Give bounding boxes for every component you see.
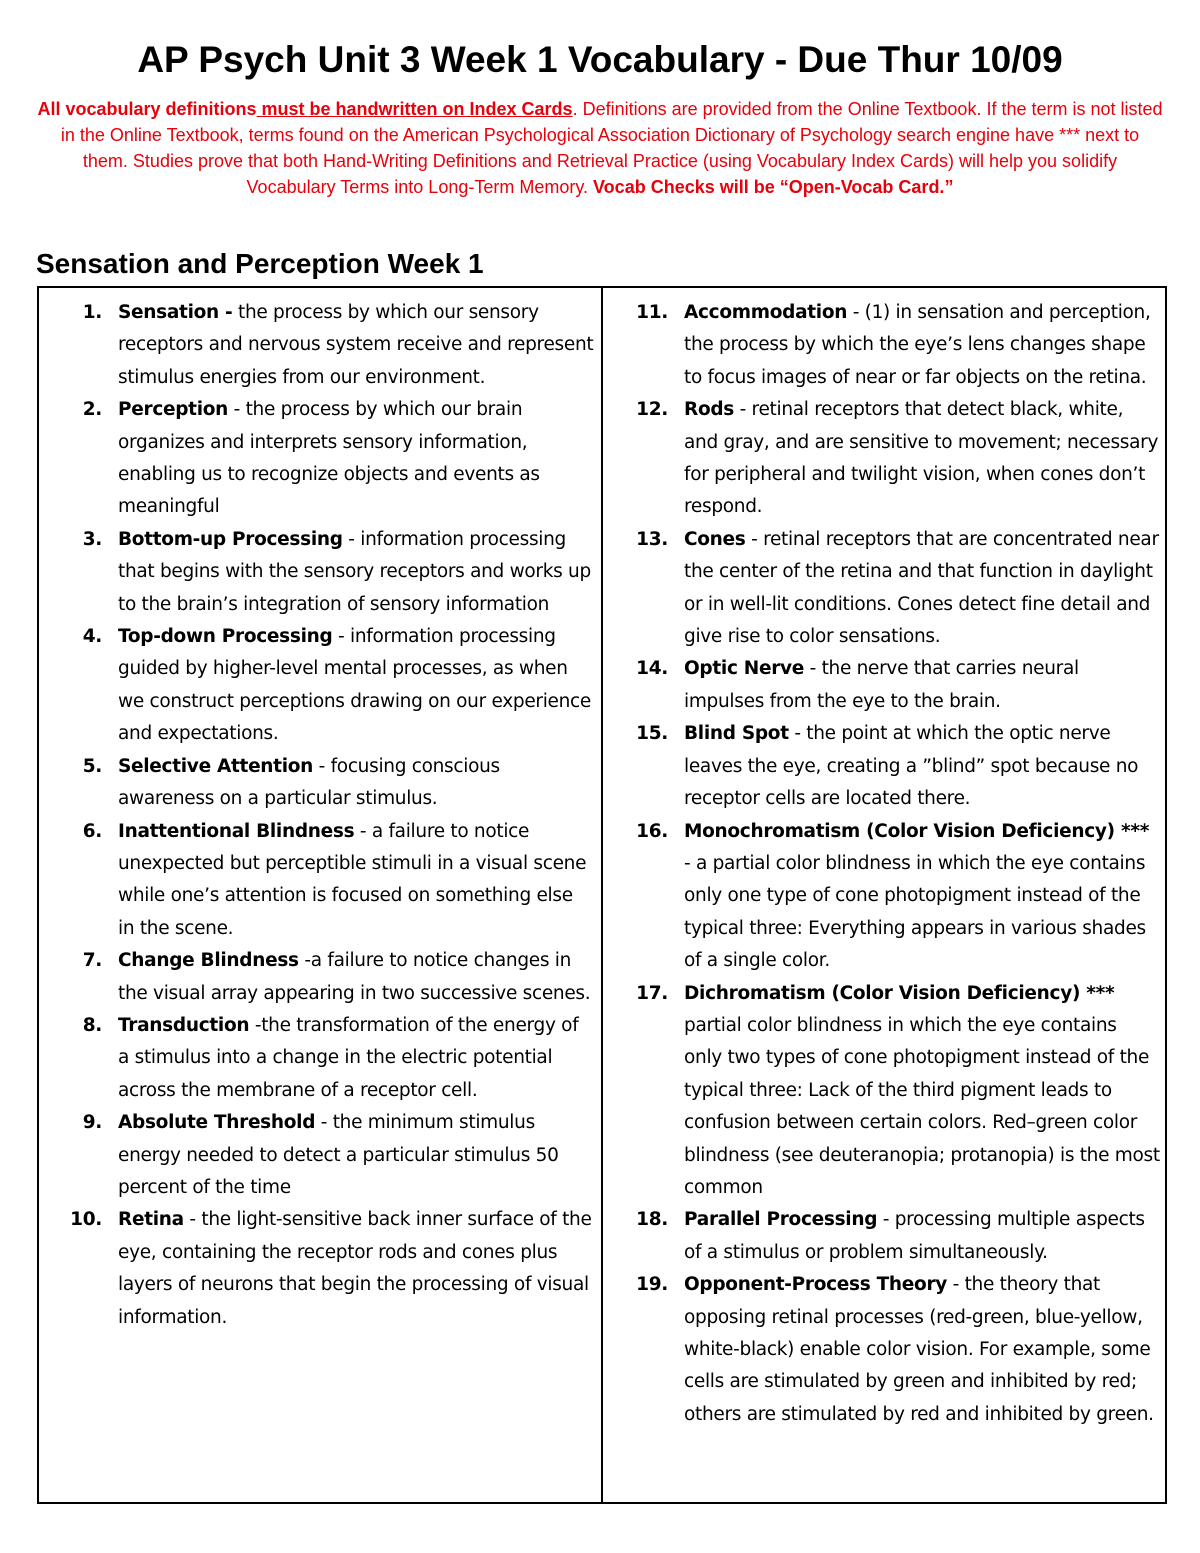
vocab-term: Blind Spot (684, 723, 789, 745)
vocab-term: Monochromatism (Color Vision Deficiency) *** (684, 820, 1150, 842)
notice-vocab-checks: Vocab Checks will be “Open-Vocab Card.” (593, 177, 954, 197)
vocab-item (62, 297, 594, 394)
vocab-item (628, 1204, 1160, 1269)
vocab-number: 3. (82, 528, 102, 550)
vocab-definition: - a failure to notice unexpected but perceptible stimuli in a visual scene while one’s attention is focused on something else in the scene. (118, 820, 587, 939)
vocab-list-left (62, 297, 594, 1334)
vocab-list-right (628, 297, 1160, 1431)
vocab-item (62, 394, 594, 524)
vocab-definition: - the light-sensitive back inner surface of the eye, containing the receptor rods and cones plus layers of neurons that begin the processing of visual information. (118, 1209, 592, 1328)
vocab-definition: - the nerve that carries neural impulses from the eye to the brain. (684, 658, 1079, 712)
vocab-item (628, 978, 1160, 1205)
vocab-item (62, 751, 594, 816)
vocab-definition: -a failure to notice changes in the visual array appearing in two successive scenes. (118, 950, 591, 1004)
vocab-number: 7. (82, 950, 102, 972)
vocab-number: 5. (82, 755, 102, 777)
vocab-definition: the process by which our sensory receptors and nervous system receive and represent stimulus energies from our environment. (118, 302, 594, 388)
vocab-number: 18. (636, 1209, 668, 1231)
vocab-term: Sensation - (118, 302, 233, 323)
vocab-term: Selective Attention (118, 755, 314, 777)
instructions-notice (36, 96, 1164, 200)
vocab-number: 10. (70, 1209, 102, 1231)
vocab-definition: partial color blindness in which the eye contains only two types of cone photopigment instead of the typical three: Lack of the third pigment leads to confusion between certain colors. Red–green color blindness (see deuteranopia; protanopia) is the most common (684, 1014, 1160, 1198)
vocab-number: 4. (82, 626, 102, 648)
vocab-definition: -the transformation of the energy of a stimulus into a change in the electric potential across the membrane of a receptor cell. (118, 1014, 579, 1101)
vocab-number: 8. (82, 1014, 102, 1036)
vocab-term: Perception (118, 399, 229, 421)
vocab-item (62, 1010, 594, 1107)
vocab-item (628, 524, 1160, 654)
vocab-item (62, 1107, 594, 1204)
vocab-item (62, 524, 594, 621)
vocab-number: 19. (636, 1274, 668, 1296)
notice-handwritten-requirement: must be handwritten on Index Cards (256, 99, 573, 119)
vocab-term: Bottom-up Processing (118, 528, 343, 550)
vocab-number: 12. (636, 399, 668, 421)
vocab-term: Retina (118, 1209, 184, 1231)
vocab-item (628, 653, 1160, 718)
left-column (62, 297, 594, 1334)
vocab-definition: - information processing guided by higher-level mental processes, as when we construct perceptions drawing on our experience and expectations. (118, 626, 592, 745)
page-title: AP Psych Unit 3 Week 1 Vocabulary - Due Thur 10/09 (137, 39, 1063, 80)
vocab-number: 16. (636, 820, 668, 842)
vocab-term: Optic Nerve (684, 658, 805, 680)
vocab-number: 9. (82, 1112, 102, 1134)
vocab-number: 1. (82, 302, 102, 323)
vocab-number: 15. (636, 723, 668, 745)
vocab-definition: - the process by which our brain organizes and interprets sensory information, enabling us to recognize objects and events as meaningful (118, 399, 540, 518)
vocab-definition: - the theory that opposing retinal processes (red-green, blue-yellow, white-black) enable color vision. For example, some cells are stimulated by green and inhibited by red; others are stimulated by red and inhibited by green. (684, 1274, 1154, 1425)
vocab-item (62, 621, 594, 751)
vocab-definition: - a partial color blindness in which the eye contains only one type of cone photopigment instead of the typical three: Everything appears in various shades of a single color. (684, 852, 1146, 972)
notice-lead: All vocabulary definitions (37, 99, 257, 119)
vocab-term: Rods (684, 399, 735, 421)
vocab-term: Transduction (118, 1014, 250, 1036)
vocab-definition: - the point at which the optic nerve leaves the eye, creating a ”blind” spot because no receptor cells are located there. (684, 723, 1139, 810)
section-title: Sensation and Perception Week 1 (36, 248, 484, 279)
vocab-term: Parallel Processing (684, 1209, 878, 1231)
right-column (628, 297, 1160, 1431)
vocab-term: Accommodation (684, 302, 848, 323)
vocab-item (628, 718, 1160, 815)
vocab-number: 2. (82, 399, 102, 421)
vocab-definition: - the minimum stimulus energy needed to detect a particular stimulus 50 percent of the time (118, 1112, 559, 1198)
vocab-number: 13. (636, 528, 668, 550)
vocab-item (628, 816, 1160, 978)
vocab-term: Absolute Threshold (118, 1112, 316, 1134)
vocab-term: Dichromatism (Color Vision Deficiency) *** (684, 982, 1115, 1004)
vocab-definition: - (1) in sensation and perception, the process by which the eye’s lens changes shape to focus images of near or far objects on the retina. (684, 302, 1151, 388)
vocab-definition: - retinal receptors that are concentrated near the center of the retina and that function in daylight or in well-lit conditions. Cones detect fine detail and give rise to color sensations. (684, 528, 1159, 648)
vocab-item (62, 816, 594, 946)
vocab-item (62, 945, 594, 1010)
vocab-term: Inattentional Blindness (118, 820, 355, 842)
vocab-number: 17. (636, 982, 668, 1004)
vocab-definition: - processing multiple aspects of a stimulus or problem simultaneously. (684, 1209, 1145, 1263)
column-divider (601, 286, 603, 1504)
vocab-item (62, 1204, 594, 1334)
vocab-term: Cones (684, 528, 746, 550)
vocab-number: 14. (636, 658, 668, 680)
vocab-term: Change Blindness (118, 950, 299, 972)
vocab-definition: - information processing that begins with the sensory receptors and works up to the brain’s integration of sensory information (118, 528, 591, 615)
vocab-item (628, 1269, 1160, 1431)
vocab-item (628, 394, 1160, 524)
vocab-definition: - focusing conscious awareness on a particular stimulus. (118, 755, 500, 810)
vocab-term: Opponent-Process Theory (684, 1274, 948, 1296)
vocab-item (628, 297, 1160, 394)
vocab-number: 6. (82, 820, 102, 842)
vocab-definition: - retinal receptors that detect black, white, and gray, and are sensitive to movement; necessary for peripheral and twilight vision, when cones don’t respond. (684, 399, 1159, 518)
notice-body: . Definitions are provided from the Online Textbook. If the term is not listed in the Online Textbook, terms found on the American Psychological Association Dictionary of Psychology search engine have *** next to them. Studies prove that both Hand-Writing Definitions and Retrieval Practice (using Vocabulary Index Cards) will help you solidify Vocabulary Terms into Long-Term Memory. (60, 99, 1163, 197)
vocab-number: 11. (636, 302, 668, 323)
vocab-term: Top-down Processing (118, 626, 333, 648)
